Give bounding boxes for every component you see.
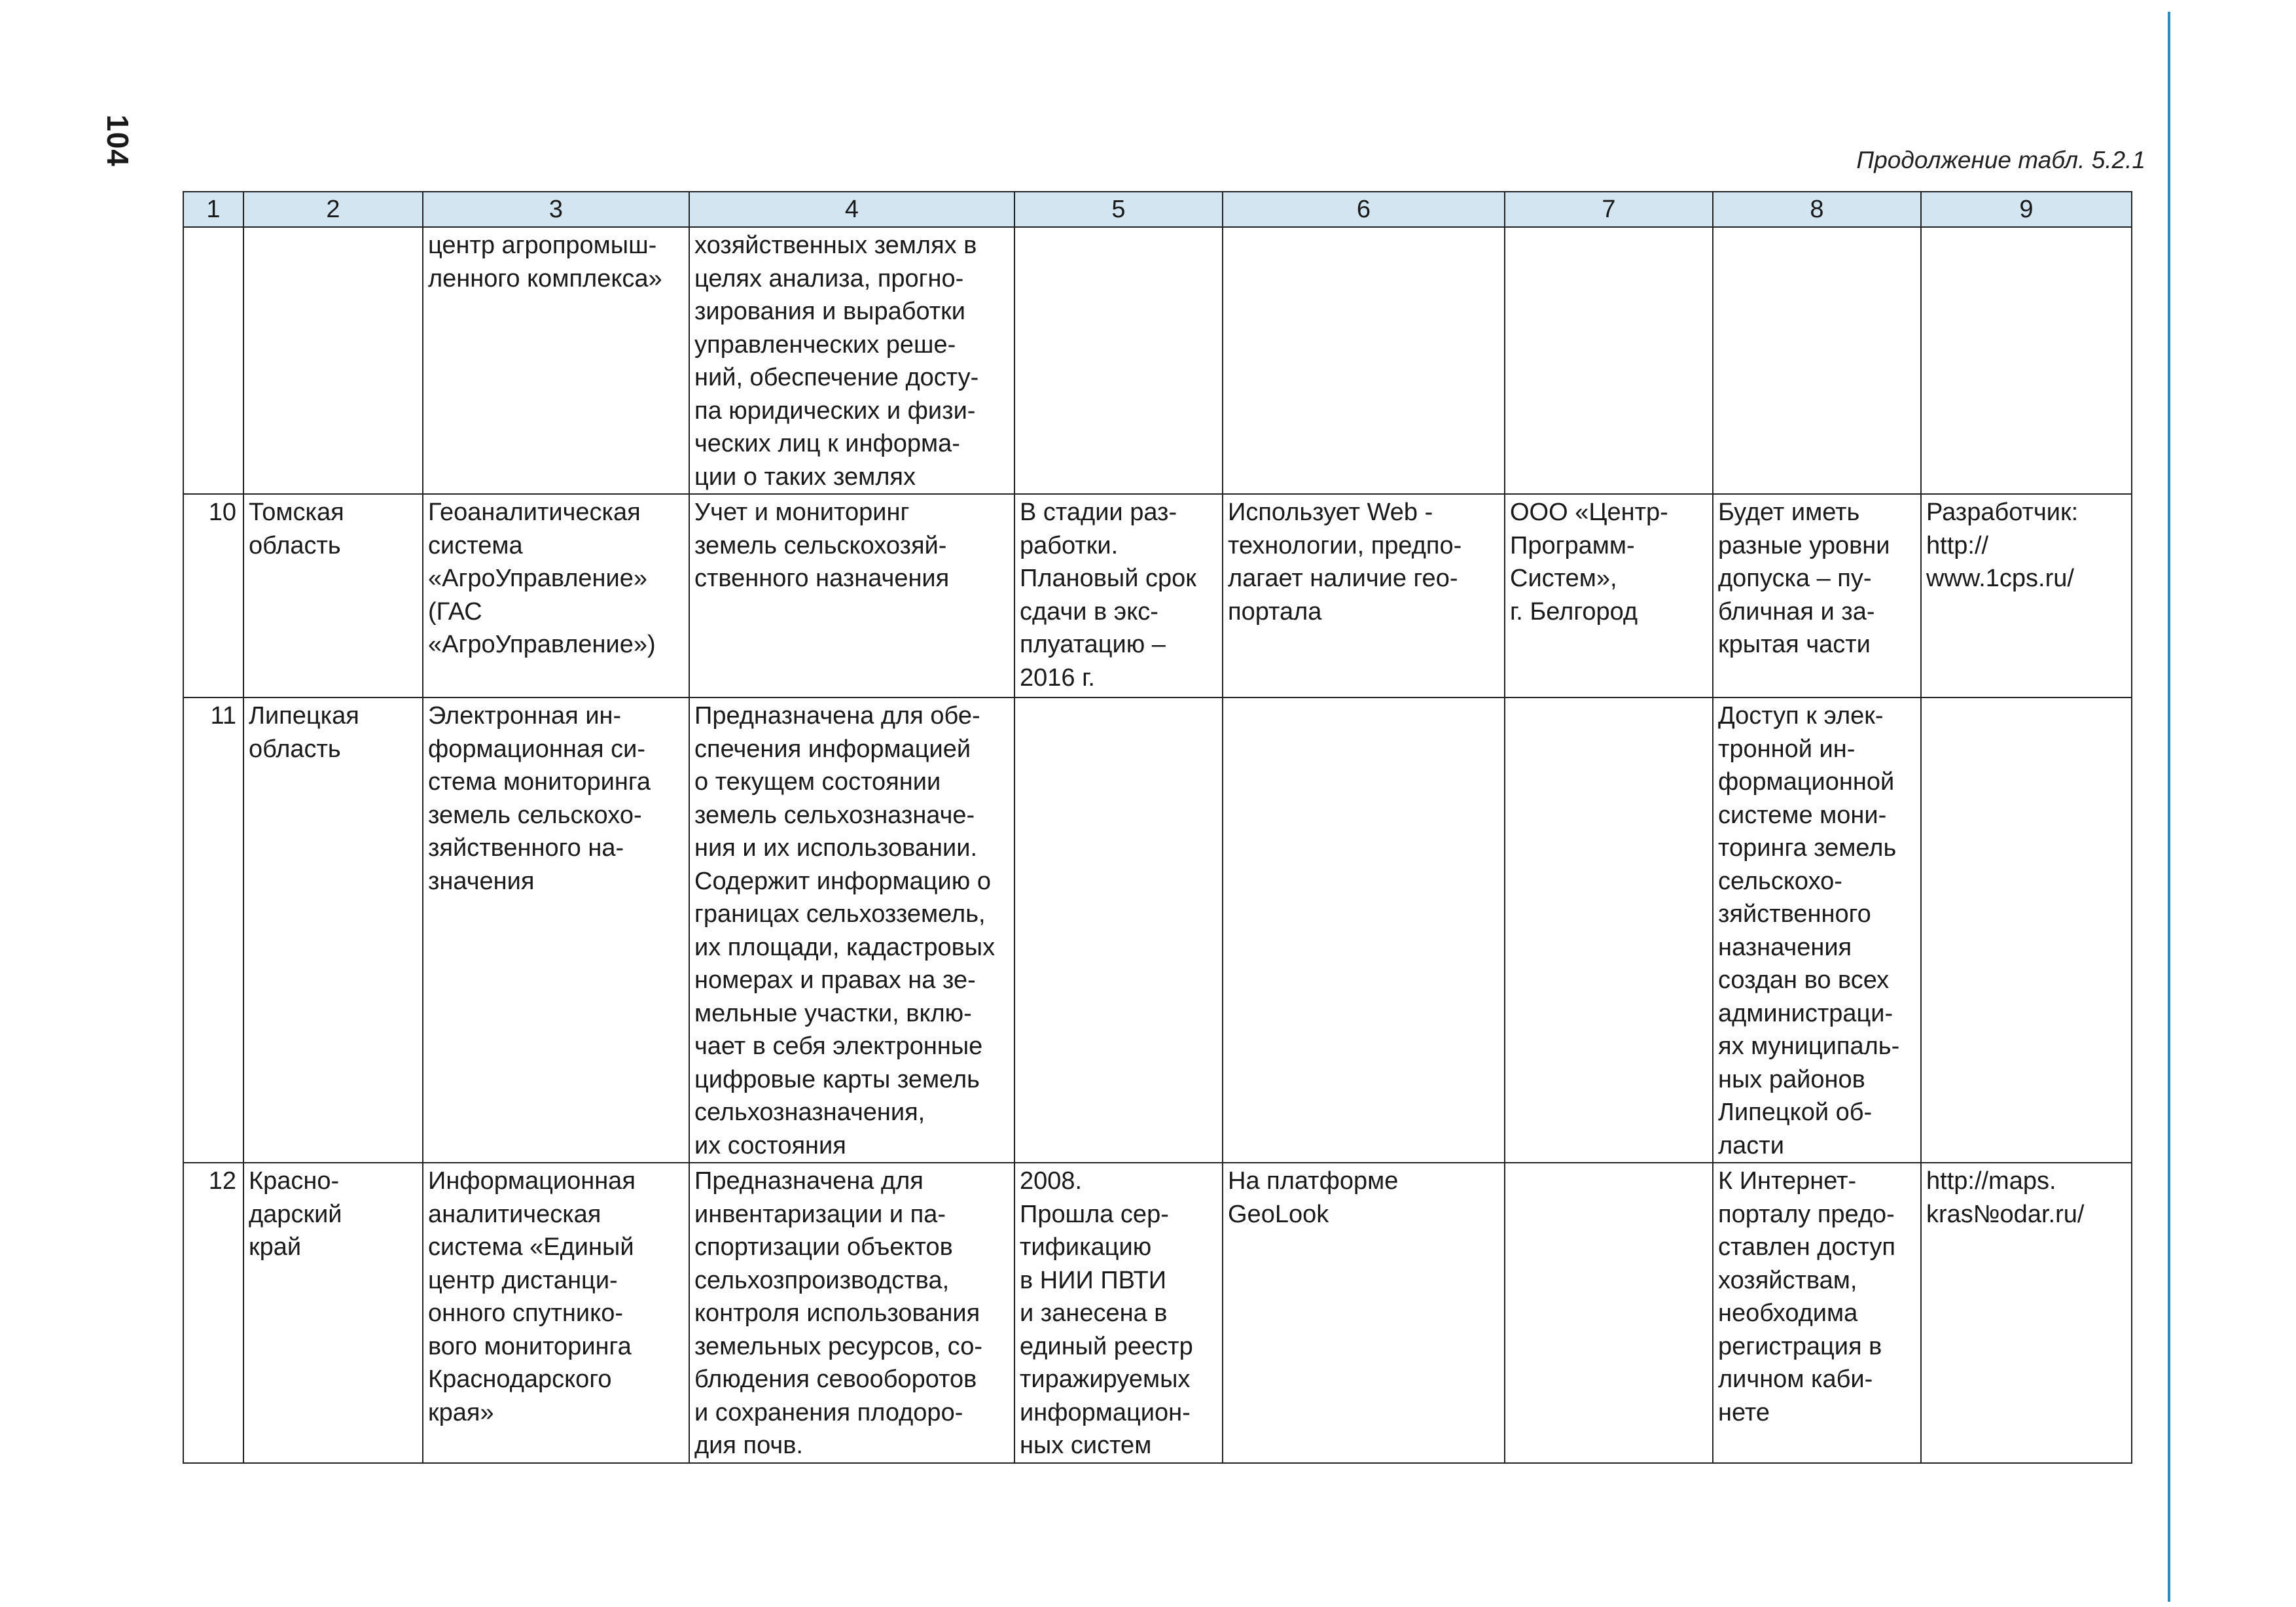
region-cell: Томская область (243, 494, 423, 698)
status-cell (1014, 698, 1223, 1163)
row-number: 11 (183, 698, 243, 1163)
col-header-2: 2 (243, 192, 423, 227)
system-name-cell: Геоаналитическая система «АгроУправление» (ГАС «АгроУправление») (423, 494, 689, 698)
col-header-8: 8 (1713, 192, 1921, 227)
link-cell (1921, 227, 2132, 494)
purpose-cell: Предназначена для инвентаризации и па- спортизации объектов сельхозпроизводства, контроля использования земельных ресурсов, со- блюдения севооборотов и сохранения плодоро- дия почв. (689, 1163, 1014, 1463)
purpose-cell: хозяйственных землях в целях анализа, прогно- зирования и выработки управленческих реше- ний, обеспечение досту- па юридических и физи- ческих лиц к информа- ции о таких землях (689, 227, 1014, 494)
technology-cell (1223, 698, 1505, 1163)
col-header-1: 1 (183, 192, 243, 227)
system-name-cell: Информационная аналитическая система «Единый центр дистанци- онного спутнико- вого мониторинга Краснодарского края» (423, 1163, 689, 1463)
status-cell (1014, 227, 1223, 494)
col-header-6: 6 (1223, 192, 1505, 227)
system-name-cell: центр агропромыш- ленного комплекса» (423, 227, 689, 494)
row-number: 10 (183, 494, 243, 698)
technology-cell: На платформе GeoLook (1223, 1163, 1505, 1463)
table-row (183, 1163, 2132, 1463)
col-header-5: 5 (1014, 192, 1223, 227)
link-cell (1921, 698, 2132, 1163)
access-cell: К Интернет- порталу предо- ставлен доступ хозяйствам, необходима регистрация в личном каби- нете (1713, 1163, 1921, 1463)
developer-cell (1505, 227, 1713, 494)
row-number: 12 (183, 1163, 243, 1463)
col-header-4: 4 (689, 192, 1014, 227)
page-number-text: 104 (101, 115, 135, 167)
access-cell: Доступ к элек- тронной ин- формационной системе мони- торинга земель сельскохо- зяйственного назначения создан во всех администраци- ях муниципаль- ных районов Липецкой об- ласти (1713, 698, 1921, 1163)
region-cell: Красно- дарский край (243, 1163, 423, 1463)
status-cell: 2008. Прошла сер- тификацию в НИИ ПВТИ и занесена в единый реестр тиражируемых информацион- ных систем (1014, 1163, 1223, 1463)
row-number (183, 227, 243, 494)
purpose-cell: Учет и мониторинг земель сельскохозяй- ственного назначения (689, 494, 1014, 698)
header-row (183, 192, 2132, 227)
access-cell (1713, 227, 1921, 494)
region-cell: Липецкая область (243, 698, 423, 1163)
system-name-cell: Электронная ин- формационная си- стема мониторинга земель сельскохо- зяйственного на- значения (423, 698, 689, 1163)
link-cell: Разработчик: http:// www.1cps.ru/ (1921, 494, 2132, 698)
table-row (183, 494, 2132, 698)
col-header-7: 7 (1505, 192, 1713, 227)
purpose-cell: Предназначена для обе- спечения информацией о текущем состоянии земель сельхозназначе- ния и их использовании. Содержит информацию о границах сельхозземель, их площади, кадастровых номерах и правах на зе- мельные участки, вклю- чает в себя электронные цифровые карты земель сельхозназначения, их состояния (689, 698, 1014, 1163)
developer-cell (1505, 1163, 1713, 1463)
developer-cell (1505, 698, 1713, 1163)
right-margin-rule (2168, 12, 2170, 1602)
technology-cell (1223, 227, 1505, 494)
access-cell: Будет иметь разные уровни допуска – пу- бличная и за- крытая части (1713, 494, 1921, 698)
status-cell: В стадии раз- работки. Плановый срок сдачи в экс- плуатацию – 2016 г. (1014, 494, 1223, 698)
table-caption: Продолжение табл. 5.2.1 (1856, 147, 2145, 173)
table-row (183, 698, 2132, 1163)
region-cell (243, 227, 423, 494)
developer-cell: ООО «Центр- Программ- Систем», г. Белгород (1505, 494, 1713, 698)
table-row (183, 227, 2132, 494)
col-header-9: 9 (1921, 192, 2132, 227)
page-number (98, 105, 137, 177)
link-cell: http://maps. kras№odar.ru/ (1921, 1163, 2132, 1463)
col-header-3: 3 (423, 192, 689, 227)
technology-cell: Использует Web - технологии, предпо- лагает наличие гео- портала (1223, 494, 1505, 698)
data-table (183, 191, 2132, 1464)
